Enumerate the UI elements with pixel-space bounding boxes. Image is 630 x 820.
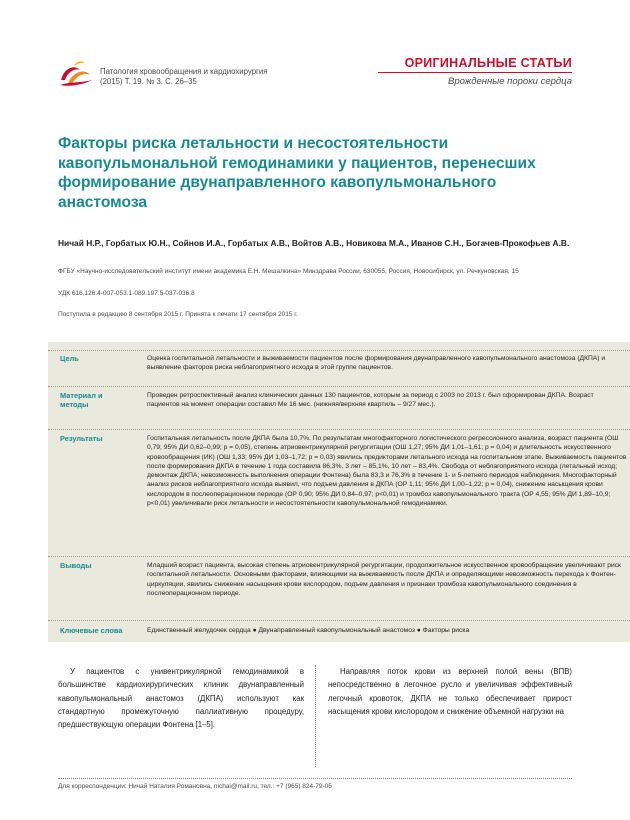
abstract-box bbox=[48, 342, 630, 642]
article-authors: Ничай Н.Р., Горбатых Ю.Н., Сойнов И.А., Горбатых А.В., Войтов А.В., Новикова М.А., Иванов С.Н., Богачев-Прокофьев А.В. bbox=[58, 238, 570, 248]
body-column-right: Направляя поток крови из верхней полой вены (ВПВ) непосредственно в легочное русло и увеличивая эффективный легочный кровоток, ДКПА не только обеспечивает прирост насыщения крови кислородом и снижение объемной нагрузки на bbox=[328, 667, 572, 716]
abstract-text: Оценка госпитальной летальности и выживаемости пациентов после формирования двунаправленного кавопульмонального анастомоза (ДКПА) и выявление факторов риска неблагоприятного исхода в этой группе пациентов. bbox=[147, 355, 606, 372]
footer-divider bbox=[58, 778, 572, 779]
abstract-divider bbox=[48, 350, 630, 351]
journal-issue: (2015) Т. 19. № 3. С. 26–35 bbox=[100, 77, 197, 86]
abstract-text: Проведен ретроспективный анализ клинических данных 130 пациентов, которым за период с 2003 по 2013 г. был сформирован ДКПА. Возраст пациентов на момент операции составил Ме 16 мес. (нижняя/верхняя квартиль – 9/27 мес.). bbox=[147, 392, 594, 409]
correspondence-note: Для корреспонденции: Ничай Наталия Романовна, nichai@mail.ru, тел.: +7 (965) 824-79-05 bbox=[58, 783, 332, 790]
article-received-dates: Поступила в редакцию 8 сентября 2015 г. Принята к печати 17 сентября 2015 г. bbox=[58, 311, 298, 318]
abstract-text: Младший возраст пациента, высокая степень атриовентрикулярной регургитации, продолжительное искусственное кровообращение увеличивают риск госпитальной летальности. Основными факторами, влияющими на выживаемость после ДКПА и определяющими невозможность перехода к Фонтен-циркуляции, явились снижение насыщения крови кислородом, подъем давления и признаки тромбоза кавопульмонального соединения в послеоперационном периоде. bbox=[147, 562, 621, 597]
abstract-text: Единственный желудочек сердца ● Двунаправленный кавопульмональный анастомоз ● Факторы риска bbox=[147, 627, 470, 634]
abstract-divider bbox=[48, 556, 630, 557]
article-title: Факторы риска летальности и несостоятельности кавопульмональной гемодинамики у пациентов, перенесших формирование двунаправленного кавопульмонального анастомоза bbox=[58, 135, 536, 211]
section-divider bbox=[378, 72, 572, 73]
abstract-divider bbox=[48, 620, 630, 621]
article-udk: УДК 616.126.4-007-053.1-089.197.5-037-036.8 bbox=[58, 290, 195, 297]
section-subtitle: Врожденные пороки сердца bbox=[447, 76, 572, 87]
abstract-label: Материал и методы bbox=[60, 391, 103, 410]
journal-citation bbox=[100, 67, 320, 87]
journal-name: Патология кровообращения и кардиохирургия bbox=[100, 67, 268, 76]
body-column-left: У пациентов с унивентрикулярной гемодинамикой в большинстве кардиохирургических клиник двунаправленный кавопульмональный анастомоз (ДКПА) используют как стандартную промежуточную паллиативную процедуру, предшествующую операции Фонтена [1–5]. bbox=[58, 667, 304, 730]
abstract-divider bbox=[48, 386, 630, 387]
abstract-label: Цель bbox=[60, 354, 79, 363]
abstract-label: Результаты bbox=[60, 434, 103, 443]
article-affiliation: ФГБУ «Научно-исследовательский институт имени академика Е.Н. Мешалкина» Минздрава России, 630055, Россия, Новосибирск, ул. Речкуновская, 15 bbox=[58, 268, 519, 275]
abstract-label: Ключевые слова bbox=[60, 626, 123, 635]
abstract-text: Госпитальная летальность после ДКПА была 10,7%. По результатам многофакторного логистического регрессионного анализа, возраст пациента (ОШ 0,79; 95% ДИ 0,62–0,99; р = 0,05), степень атриовентрикулярной регургитации (ОШ 1,27; 95% ДИ 1,01–1,61; р = 0,04) и длительность искусственного кровообращения (ИК) (ОШ 1,33; 95% ДИ 1,03–1,72; р = 0,03) явились предикторами летального исхода на госпитальном этапе. Выживаемость пациентов после формирования ДКПА в течение 1 года составила 86,3%, 3 лет – 85,1%, 10 лет – 83,4%. Свобода от неблагоприятного исхода (летальный исход; демонтаж ДКПА; невозможность выполнения операции Фонтена) была 83,3 и 76,3% в течение 1- и 5-летнего периодов наблюдения. Многофакторный анализ рисков неблагоприятного исхода выявил, что подъем давления в ДКПА (ОР 1,11; 95% ДИ 1,00–1,22; р = 0,04), снижение насыщения крови кислородом в послеоперационном периоде (ОР 0,90; 95% ДИ 0,84–0,97; р<0,01) и тромбоз кавопульмонального тракта (ОР 4,55; 95% ДИ 1,89–10,9; р<0,01) увеличивали риск летальности и несостоятельности кавопульмональной гемодинамики. bbox=[147, 435, 627, 507]
abstract-label: Выводы bbox=[60, 561, 92, 570]
abstract-divider bbox=[48, 429, 630, 430]
section-title: ОРИГИНАЛЬНЫЕ СТАТЬИ bbox=[404, 56, 572, 70]
column-divider bbox=[315, 665, 316, 767]
journal-logo-icon bbox=[58, 58, 94, 88]
